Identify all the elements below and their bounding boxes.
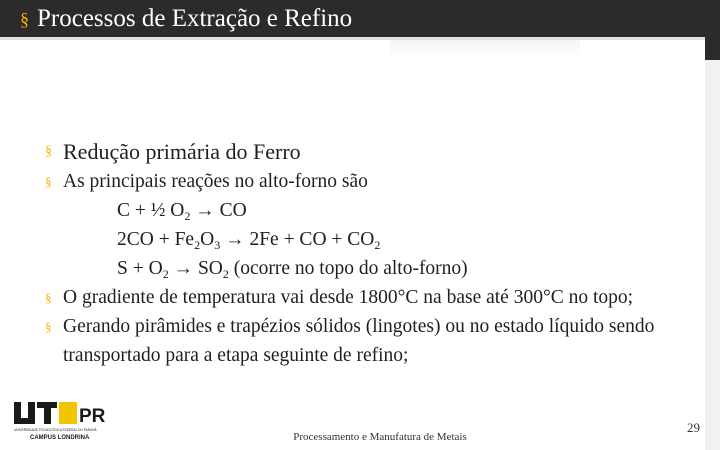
reaction-1 [95,196,695,225]
utfpr-logo [12,400,112,445]
logo-subtitle: UNIVERSIDADE TECNOLÓGICA FEDERAL DO PARANÁ [14,428,97,432]
reaction-part: C + ½ O [117,200,185,221]
bullet-heading [45,136,695,167]
slide-content [45,136,695,370]
reaction-subscript: 2 [222,267,229,281]
bullet-ingots [45,312,695,370]
intro-text: As principais reações no alto-forno são [63,171,368,192]
title-accent [390,40,580,58]
reaction-part: (ocorre no topo do alto-forno) [228,258,468,279]
reaction-subscript: 2 [162,267,169,281]
page-number: 29 [687,420,700,435]
reaction-subscript: 2 [184,209,191,223]
reaction-2 [95,225,695,254]
reaction-subscript: 3 [214,238,221,252]
reaction-subscript: 2 [194,238,201,252]
reaction-part: 2CO + Fe [117,229,195,250]
slide-title: Processos de Extração e Refino [37,5,353,32]
right-frame [705,0,720,450]
bullet-icon: § [45,319,52,334]
title-rule [0,37,705,40]
title-bar [0,0,705,37]
reaction-part: O [200,229,215,250]
heading-text: Redução primária do Ferro [63,139,301,164]
logo-t-stem [44,402,51,424]
reaction-subscript: 2 [374,238,381,252]
bullet-icon: § [45,174,52,189]
logo-pr-text: PR [79,406,106,427]
reaction-3 [95,254,695,283]
logo-u-bottom [14,418,35,424]
title-bullet-icon: § [20,8,29,29]
reaction-part: → 2Fe + CO + CO [220,229,375,250]
logo-campus: CAMPUS LONDRINA [30,435,90,441]
bullet-gradient [45,283,695,312]
gradient-text: O gradiente de temperatura vai desde 1800°C na base até 300°C no topo; [63,287,634,308]
footer-text: Processamento e Manufatura de Metais [293,431,467,443]
right-frame-top [705,0,720,60]
bullet-intro [45,167,695,196]
reaction-part: → CO [190,200,247,221]
reaction-part: S + O [117,258,163,279]
bullet-icon: § [45,290,52,305]
bullet-icon: § [45,144,52,159]
ingots-text: Gerando pirâmides e trapézios sólidos (lingotes) ou no estado líquido sendo transportado para a etapa seguinte de refino; [63,316,655,366]
reaction-part: → SO [168,258,223,279]
logo-f-yellow [59,402,77,424]
